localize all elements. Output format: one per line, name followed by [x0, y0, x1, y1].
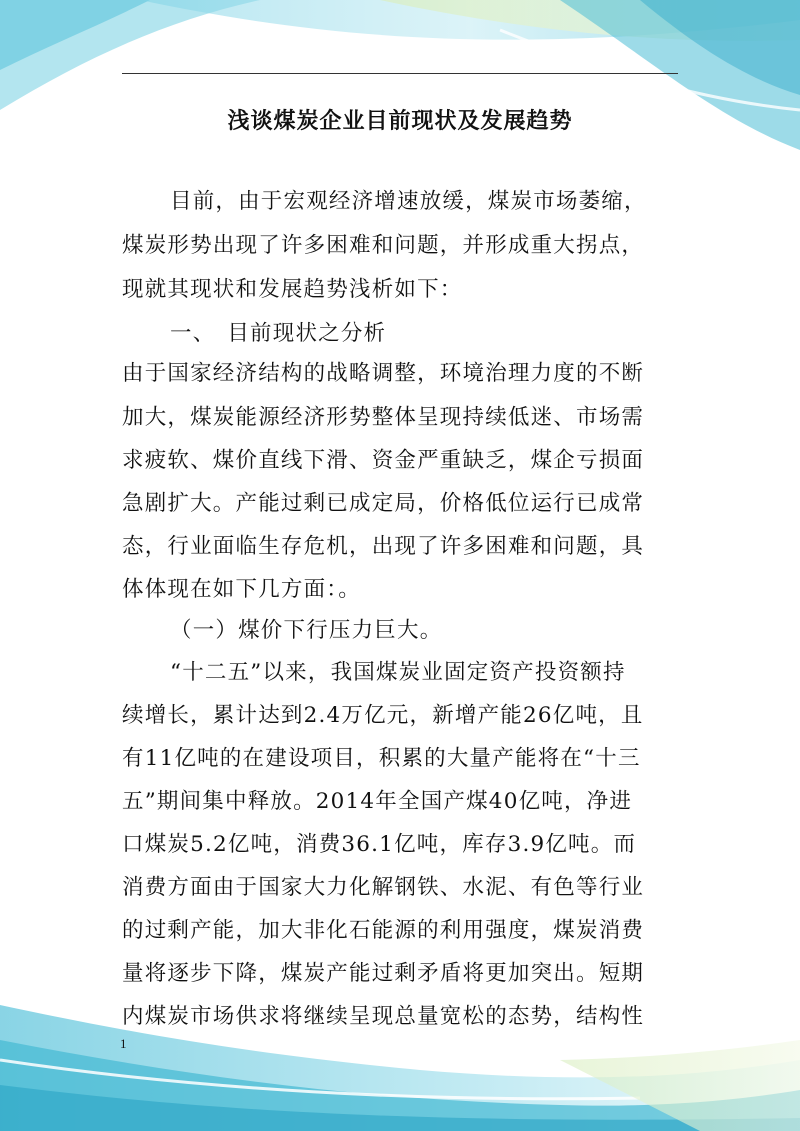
paragraph-line: 口煤炭5.2亿吨，消费36.1亿吨，库存3.9亿吨。而 [122, 832, 637, 857]
paragraph-line: 态，行业面临生存危机，出现了许多困难和问题，具 [122, 534, 645, 559]
paragraph-line: 加大，煤炭能源经济形势整体呈现持续低迷、市场需 [122, 405, 645, 430]
paragraph-line: 目前，由于宏观经济增速放缓，煤炭市场萎缩， [170, 189, 647, 214]
paragraph-line: 煤炭形势出现了许多困难和问题，并形成重大拐点， [122, 233, 645, 258]
document-title: 浅谈煤炭企业目前现状及发展趋势 [227, 109, 573, 134]
header-rule [122, 73, 678, 74]
section-heading: 一、 目前现状之分析 [170, 321, 387, 346]
paragraph-line: 体体现在如下几方面：。 [122, 577, 361, 602]
paragraph-line: 有11亿吨的在建设项目，积累的大量产能将在“十三 [122, 746, 641, 771]
page-number: 1 [120, 1036, 127, 1051]
paragraph-line: 内煤炭市场供求将继续呈现总量宽松的态势，结构性 [122, 1004, 645, 1029]
paragraph-line: 量将逐步下降，煤炭产能过剩矛盾将更加突出。短期 [122, 961, 645, 986]
subsection-heading: （一）煤价下行压力巨大。 [170, 618, 443, 643]
paragraph-line: “十二五”以来，我国煤炭业固定资产投资额持 [170, 660, 626, 685]
paragraph-line: 的过剩产能，加大非化石能源的利用强度，煤炭消费 [122, 918, 645, 943]
paragraph-line: 急剧扩大。产能过剩已成定局，价格低位运行已成常 [122, 491, 645, 516]
paragraph-line: 由于国家经济结构的战略调整，环境治理力度的不断 [122, 361, 645, 386]
paragraph-line: 续增长，累计达到2.4万亿元，新增产能26亿吨，且 [122, 703, 644, 728]
paragraph-line: 五”期间集中释放。2014年全国产煤40亿吨，净进 [122, 789, 633, 814]
paragraph-line: 现就其现状和发展趋势浅析如下： [122, 277, 463, 302]
paragraph-line: 消费方面由于国家大力化解钢铁、水泥、有色等行业 [122, 875, 645, 900]
paragraph-line: 求疲软、煤价直线下滑、资金严重缺乏，煤企亏损面 [122, 448, 645, 473]
